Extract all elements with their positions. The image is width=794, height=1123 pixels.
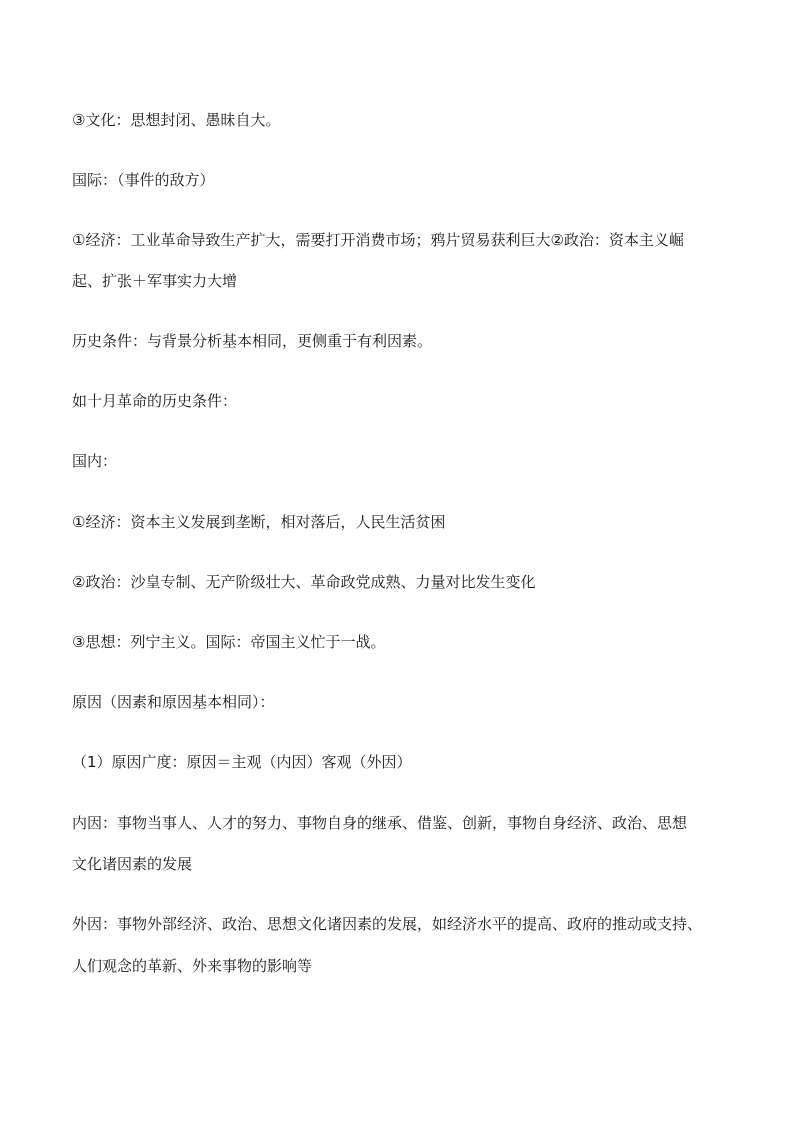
text-line-causes-heading: 原因（因素和原因基本相同）： [72,693,275,711]
text-line-october-revolution: 如十月革命的历史条件： [72,392,238,410]
text-line-domestic-economy: ①经济：资本主义发展到垄断，相对落后，人民生活贫困 [72,513,446,531]
text-line-internal-causes-cont: 文化诸因素的发展 [72,855,193,873]
text-line-domestic-heading: 国内： [72,452,118,470]
text-line-domestic-politics: ②政治：沙皇专制、无产阶级壮大、革命政党成熟、力量对比发生变化 [72,573,536,591]
text-line-economy-politics: ①经济：工业革命导致生产扩大，需要打开消费市场；鸦片贸易获利巨大②政治：资本主义崛 [72,231,684,249]
text-line-external-causes: 外因：事物外部经济、政治、思想文化诸因素的发展，如经济水平的提高、政府的推动或支持、 [72,915,703,933]
text-line-international-heading: 国际：（事件的敌方） [72,171,215,189]
text-line-internal-causes: 内因：事物当事人、人才的努力、事物自身的继承、借鉴、创新，事物自身经济、政治、思想 [72,814,688,832]
text-line-culture: ③文化：思想封闭、愚昧自大。 [72,111,281,129]
text-line-cause-scope: （1）原因广度：原因＝主观（内因）客观（外因） [72,753,412,771]
text-line-external-causes-cont: 人们观念的革新、外来事物的影响等 [72,957,313,975]
text-line-expansion: 起、扩张＋军事实力大增 [72,272,238,290]
text-line-ideology-international: ③思想：列宁主义。国际：帝国主义忙于一战。 [72,633,386,651]
text-line-historical-conditions: 历史条件：与背景分析基本相同，更侧重于有利因素。 [72,332,433,350]
